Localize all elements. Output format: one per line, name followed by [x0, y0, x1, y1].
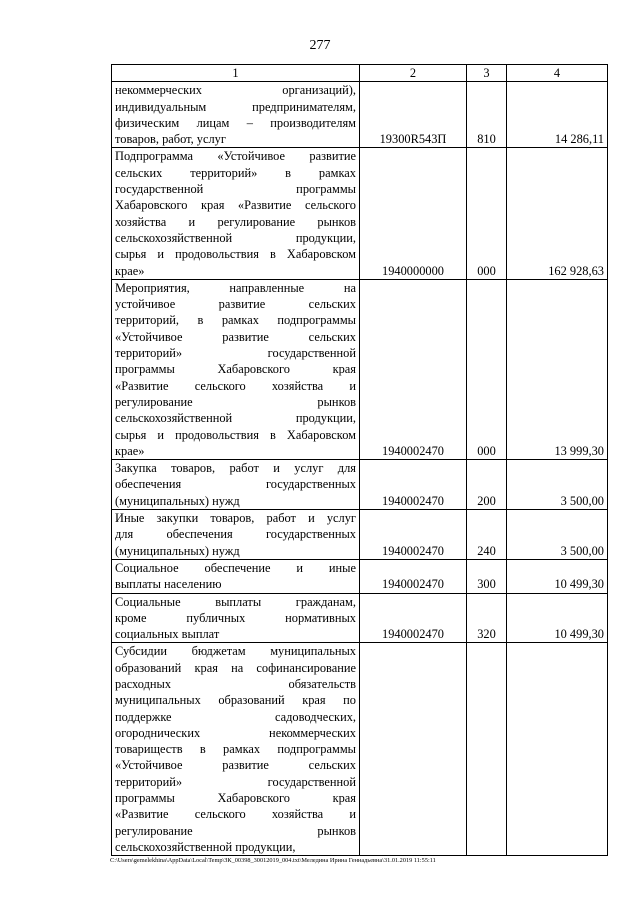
row-name-line: «Устойчивое развитие сельских	[115, 329, 356, 344]
table-body	[112, 82, 608, 856]
row-name-cell	[112, 460, 360, 510]
budget-table	[111, 64, 608, 856]
row-name-line: кроме публичных нормативных	[115, 610, 356, 625]
row-code-cell: 1940000000	[360, 148, 467, 279]
row-name-line: хозяйства и регулирование рынков	[115, 214, 356, 229]
row-type-cell: 240	[467, 510, 507, 560]
row-amount-cell	[507, 643, 608, 856]
row-code-cell: 1940002470	[360, 559, 467, 593]
row-name-cell	[112, 148, 360, 279]
row-name-cell	[112, 559, 360, 593]
row-amount-cell: 3 500,00	[507, 510, 608, 560]
row-amount-cell: 14 286,11	[507, 82, 608, 148]
header-col-4: 4	[507, 65, 608, 82]
row-name-line: (муниципальных) нужд	[115, 493, 240, 508]
row-amount-cell: 10 499,30	[507, 559, 608, 593]
row-name-line: Хабаровского края «Развитие сельского	[115, 198, 356, 213]
table-row	[112, 279, 608, 459]
row-name-cell	[112, 643, 360, 856]
header-col-1: 1	[112, 65, 360, 82]
row-name-line: программы Хабаровского края	[115, 362, 356, 377]
row-type-cell: 200	[467, 460, 507, 510]
row-name-line: индивидуальным предпринимателям,	[115, 99, 356, 114]
table-row	[112, 510, 608, 560]
row-name-line: устойчивое развитие сельских	[115, 297, 356, 312]
row-code-cell: 1940002470	[360, 510, 467, 560]
row-name-cell	[112, 593, 360, 643]
table-row	[112, 559, 608, 593]
row-name-cell	[112, 279, 360, 459]
row-name-line: образований края на софинансирование	[115, 660, 356, 675]
table-row	[112, 82, 608, 148]
row-type-cell: 000	[467, 148, 507, 279]
row-name-line: Социальное обеспечение и иные	[115, 560, 356, 575]
row-name-line: (муниципальных) нужд	[115, 543, 240, 558]
row-name-line: Иные закупки товаров, работ и услуг	[115, 511, 356, 526]
row-name-line: сырья и продовольствия в Хабаровском	[115, 247, 356, 262]
row-name-line: крае»	[115, 263, 145, 278]
row-name-line: «Устойчивое развитие сельских	[115, 758, 356, 773]
row-name-line: Социальные выплаты гражданам,	[115, 594, 356, 609]
row-name-cell	[112, 82, 360, 148]
row-name-line: социальных выплат	[115, 627, 220, 642]
row-type-cell: 000	[467, 279, 507, 459]
row-code-cell: 1940002470	[360, 279, 467, 459]
row-code-cell: 1940002470	[360, 460, 467, 510]
row-name-line: территорий» государственной	[115, 774, 356, 789]
page-number: 277	[309, 38, 331, 53]
row-name-line: «Развитие сельского хозяйства и	[115, 807, 356, 822]
row-code-cell: 19300R543П	[360, 82, 467, 148]
row-name-line: товариществ в рамках подпрограммы	[115, 742, 356, 757]
row-name-line: сельских территорий» в рамках	[115, 165, 356, 180]
row-name-line: крае»	[115, 443, 145, 458]
row-name-line: Субсидии бюджетам муниципальных	[115, 644, 356, 659]
row-name-line: сельскохозяйственной продукции,	[115, 230, 356, 245]
row-amount-cell: 3 500,00	[507, 460, 608, 510]
row-name-line: государственной программы	[115, 182, 356, 197]
row-name-line: Закупка товаров, работ и услуг для	[115, 461, 356, 476]
row-name-line: Подпрограмма «Устойчивое развитие	[115, 149, 356, 164]
row-amount-cell: 10 499,30	[507, 593, 608, 643]
row-name-line: обеспечения государственных	[115, 477, 356, 492]
row-amount-cell: 13 999,30	[507, 279, 608, 459]
row-name-line: некоммерческих организаций),	[115, 83, 356, 98]
row-type-cell	[467, 643, 507, 856]
row-name-line: регулирование рынков	[115, 394, 356, 409]
row-code-cell	[360, 643, 467, 856]
table-row	[112, 460, 608, 510]
row-name-cell	[112, 510, 360, 560]
table-row	[112, 148, 608, 279]
row-code-cell: 1940002470	[360, 593, 467, 643]
row-name-line: для обеспечения государственных	[115, 527, 356, 542]
row-name-line: территорий, в рамках подпрограммы	[115, 313, 356, 328]
row-name-line: регулирование рынков	[115, 823, 356, 838]
header-col-3: 3	[467, 65, 507, 82]
row-name-line: программы Хабаровского края	[115, 791, 356, 806]
row-name-line: выплаты населению	[115, 577, 222, 592]
row-name-line: расходных обязательств	[115, 676, 356, 691]
row-name-line: сырья и продовольствия в Хабаровском	[115, 427, 356, 442]
table-header-row	[112, 65, 608, 82]
row-name-line: Мероприятия, направленные на	[115, 280, 356, 295]
row-name-line: муниципальных образований края по	[115, 693, 356, 708]
row-name-line: сельскохозяйственной продукции,	[115, 839, 296, 854]
row-type-cell: 300	[467, 559, 507, 593]
row-name-line: физическим лицам – производителям	[115, 115, 356, 130]
row-name-line: огороднических некоммерческих	[115, 725, 356, 740]
row-name-line: товаров, работ, услуг	[115, 132, 226, 147]
row-type-cell: 320	[467, 593, 507, 643]
table-row	[112, 643, 608, 856]
row-name-line: «Развитие сельского хозяйства и	[115, 378, 356, 393]
header-col-2: 2	[360, 65, 467, 82]
row-type-cell: 810	[467, 82, 507, 148]
row-name-line: территорий» государственной	[115, 346, 356, 361]
file-path-footer: C:\Users\gemelekhina\AppData\Local\Temp\ЗК_00398_30012019_004.txt\Меледина Ирина Геннадьевна\31.01.2019 11:55:11	[110, 857, 436, 864]
row-amount-cell: 162 928,63	[507, 148, 608, 279]
row-name-line: поддержке садоводческих,	[115, 709, 356, 724]
row-name-line: сельскохозяйственной продукции,	[115, 411, 356, 426]
table-row	[112, 593, 608, 643]
